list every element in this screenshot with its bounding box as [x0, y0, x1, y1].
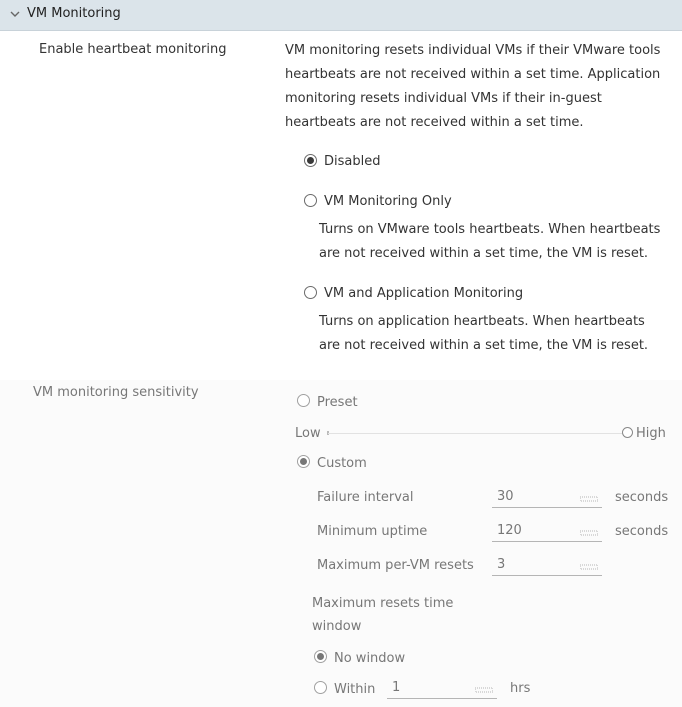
minimum-uptime-unit: seconds: [615, 524, 669, 539]
radio-vm-and-app-monitoring[interactable]: [304, 286, 317, 299]
slider-high-label: High: [636, 426, 666, 441]
vm-monitoring-only-help: Turns on VMware tools heartbeats. When heartbeats are not received within a set time, the VM is reset.: [319, 222, 661, 261]
max-resets-input[interactable]: [492, 556, 602, 576]
within-hours-input[interactable]: [387, 679, 497, 699]
section-title: VM Monitoring: [27, 6, 121, 21]
max-resets-label: Maximum per-VM resets: [317, 558, 474, 573]
heartbeat-description: VM monitoring resets individual VMs if their VMware tools heartbeats are not received within a set time. Application monitoring resets individual VMs if their in-guest heartbeats are not received within a set time.: [285, 43, 661, 130]
radio-preset[interactable]: [297, 394, 310, 407]
failure-interval-unit: seconds: [615, 490, 669, 505]
radio-no-window[interactable]: [314, 650, 327, 663]
radio-custom-label[interactable]: Custom: [317, 456, 367, 471]
radio-preset-label[interactable]: Preset: [317, 395, 358, 410]
radio-within[interactable]: [314, 681, 327, 694]
radio-vm-monitoring-only-label[interactable]: VM Monitoring Only: [324, 194, 452, 209]
within-hours-unit: hrs: [510, 681, 531, 696]
stepper-icon[interactable]: [580, 564, 598, 570]
slider-low-label: Low: [295, 426, 321, 441]
chevron-down-icon[interactable]: [9, 8, 21, 20]
stepper-icon[interactable]: [580, 530, 598, 536]
failure-interval-value[interactable]: 30: [497, 489, 514, 504]
minimum-uptime-value[interactable]: 120: [497, 523, 522, 538]
reset-window-label-line2: window: [312, 619, 362, 634]
failure-interval-input[interactable]: [492, 488, 602, 508]
minimum-uptime-label: Minimum uptime: [317, 524, 428, 539]
radio-disabled-label[interactable]: Disabled: [324, 154, 381, 169]
stepper-icon[interactable]: [475, 687, 493, 693]
radio-no-window-label[interactable]: No window: [334, 651, 406, 666]
stepper-icon[interactable]: [580, 496, 598, 502]
reset-window-label-line1: Maximum resets time: [312, 596, 454, 611]
slider-handle[interactable]: [622, 427, 633, 438]
vm-monitoring-section-header[interactable]: [0, 0, 682, 31]
minimum-uptime-input[interactable]: [492, 522, 602, 542]
radio-disabled[interactable]: [304, 154, 317, 167]
radio-vm-and-app-monitoring-label[interactable]: VM and Application Monitoring: [324, 286, 524, 301]
vm-and-app-monitoring-help: Turns on application heartbeats. When heartbeats are not received within a set time, the VM is reset.: [319, 314, 649, 353]
heartbeat-label: Enable heartbeat monitoring: [39, 42, 227, 57]
within-hours-value[interactable]: 1: [392, 680, 401, 695]
sensitivity-label: VM monitoring sensitivity: [33, 385, 199, 400]
radio-within-label[interactable]: Within: [334, 682, 376, 697]
max-resets-value[interactable]: 3: [497, 557, 506, 572]
radio-vm-monitoring-only[interactable]: [304, 194, 317, 207]
radio-custom[interactable]: [297, 455, 310, 468]
failure-interval-label: Failure interval: [317, 490, 414, 505]
sensitivity-slider[interactable]: [328, 433, 622, 434]
